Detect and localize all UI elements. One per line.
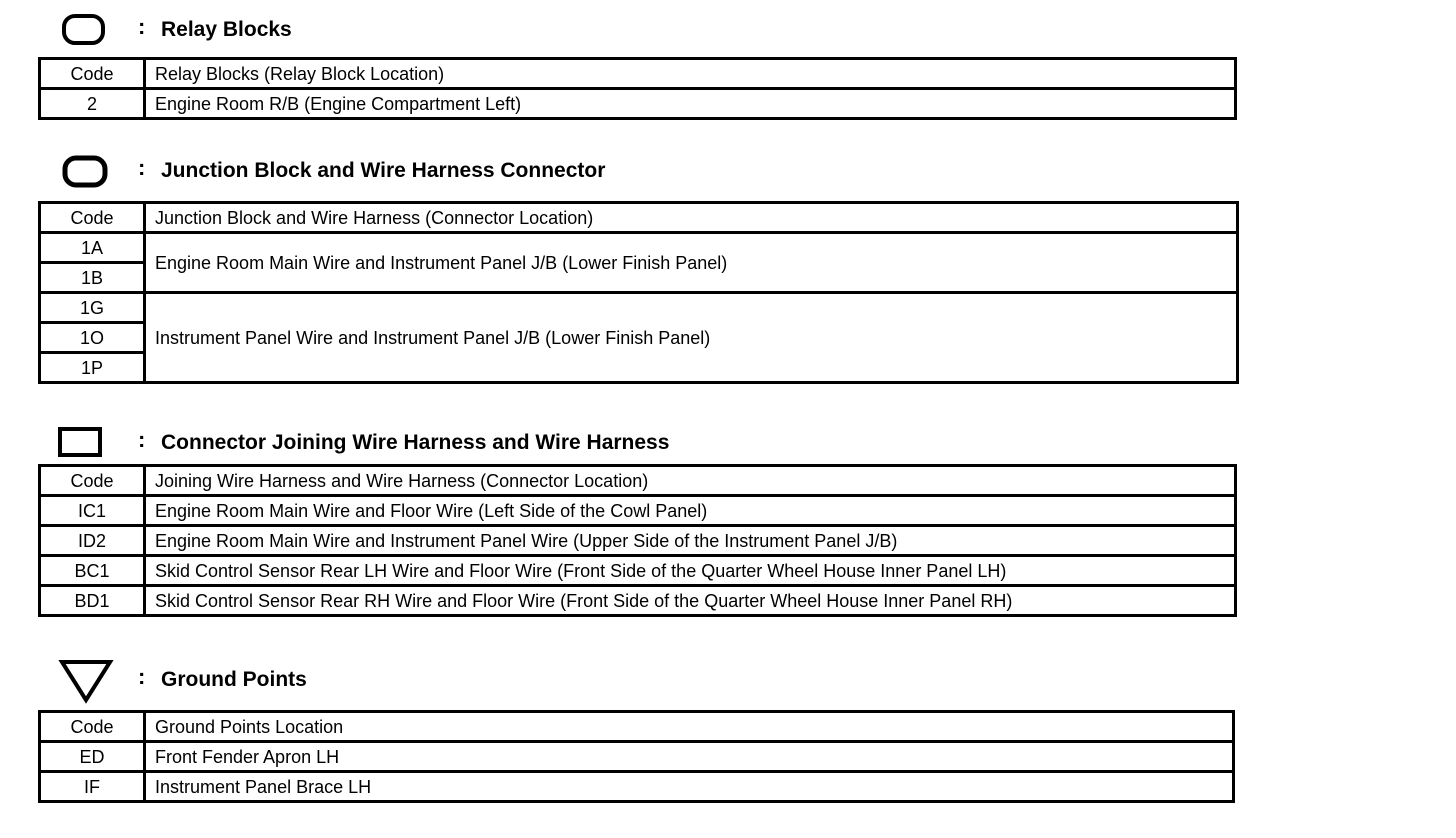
table-row xyxy=(40,233,1238,263)
code-cell: 1O xyxy=(40,323,145,353)
code-header: Code xyxy=(40,59,145,89)
code-header: Code xyxy=(40,203,145,233)
table-row xyxy=(40,89,1236,119)
table-row xyxy=(40,556,1236,586)
relay-blocks-heading xyxy=(0,8,1456,48)
table-header-row xyxy=(40,712,1234,742)
code-cell: IF xyxy=(40,772,145,802)
rounded-rect-icon xyxy=(60,153,110,189)
description-header: Joining Wire Harness and Wire Harness (Connector Location) xyxy=(145,466,1236,496)
description-header: Ground Points Location xyxy=(145,712,1234,742)
description-cell: Engine Room Main Wire and Floor Wire (Left Side of the Cowl Panel) xyxy=(145,496,1236,526)
code-header: Code xyxy=(40,466,145,496)
description-cell: Front Fender Apron LH xyxy=(145,742,1234,772)
rectangle-icon xyxy=(57,425,105,461)
connector-joining-heading xyxy=(0,421,1456,461)
code-cell: 1G xyxy=(40,293,145,323)
code-cell: 1P xyxy=(40,353,145,383)
section-title: Connector Joining Wire Harness and Wire Harness xyxy=(161,431,670,454)
table-row xyxy=(40,772,1234,802)
table-row xyxy=(40,742,1234,772)
description-cell: Engine Room R/B (Engine Compartment Left) xyxy=(145,89,1236,119)
code-cell: 1B xyxy=(40,263,145,293)
table-header-row xyxy=(40,59,1236,89)
description-cell: Instrument Panel Brace LH xyxy=(145,772,1234,802)
description-cell: Skid Control Sensor Rear RH Wire and Floor Wire (Front Side of the Quarter Wheel House Inner Panel RH) xyxy=(145,586,1236,616)
heading-colon: : xyxy=(138,155,146,180)
table-row xyxy=(40,496,1236,526)
description-cell: Engine Room Main Wire and Instrument Panel Wire (Upper Side of the Instrument Panel J/B) xyxy=(145,526,1236,556)
connector-joining-table xyxy=(38,464,1237,617)
ground-points-heading xyxy=(0,658,1456,698)
description-header: Junction Block and Wire Harness (Connector Location) xyxy=(145,203,1238,233)
code-cell: IC1 xyxy=(40,496,145,526)
section-title: Ground Points xyxy=(161,668,307,691)
section-title: Junction Block and Wire Harness Connector xyxy=(161,159,606,182)
ground-points-table xyxy=(38,710,1235,803)
heading-colon: : xyxy=(138,427,146,452)
junction-block-table xyxy=(38,201,1239,384)
code-header: Code xyxy=(40,712,145,742)
description-cell: Skid Control Sensor Rear LH Wire and Floor Wire (Front Side of the Quarter Wheel House Inner Panel LH) xyxy=(145,556,1236,586)
table-row xyxy=(40,586,1236,616)
table-header-row xyxy=(40,203,1238,233)
description-header: Relay Blocks (Relay Block Location) xyxy=(145,59,1236,89)
heading-colon: : xyxy=(138,664,146,689)
code-cell: BD1 xyxy=(40,586,145,616)
code-cell: BC1 xyxy=(40,556,145,586)
table-row xyxy=(40,526,1236,556)
description-cell: Engine Room Main Wire and Instrument Panel J/B (Lower Finish Panel) xyxy=(145,233,1238,293)
junction-block-heading xyxy=(0,149,1456,189)
code-cell: ED xyxy=(40,742,145,772)
table-row xyxy=(40,293,1238,323)
description-cell: Instrument Panel Wire and Instrument Panel J/B (Lower Finish Panel) xyxy=(145,293,1238,383)
table-header-row xyxy=(40,466,1236,496)
section-title: Relay Blocks xyxy=(161,18,292,41)
triangle-down-icon xyxy=(58,658,116,704)
heading-colon: : xyxy=(138,14,146,39)
code-cell: 2 xyxy=(40,89,145,119)
code-cell: 1A xyxy=(40,233,145,263)
rounded-rect-icon xyxy=(60,12,108,48)
relay-blocks-table xyxy=(38,57,1237,120)
code-cell: ID2 xyxy=(40,526,145,556)
